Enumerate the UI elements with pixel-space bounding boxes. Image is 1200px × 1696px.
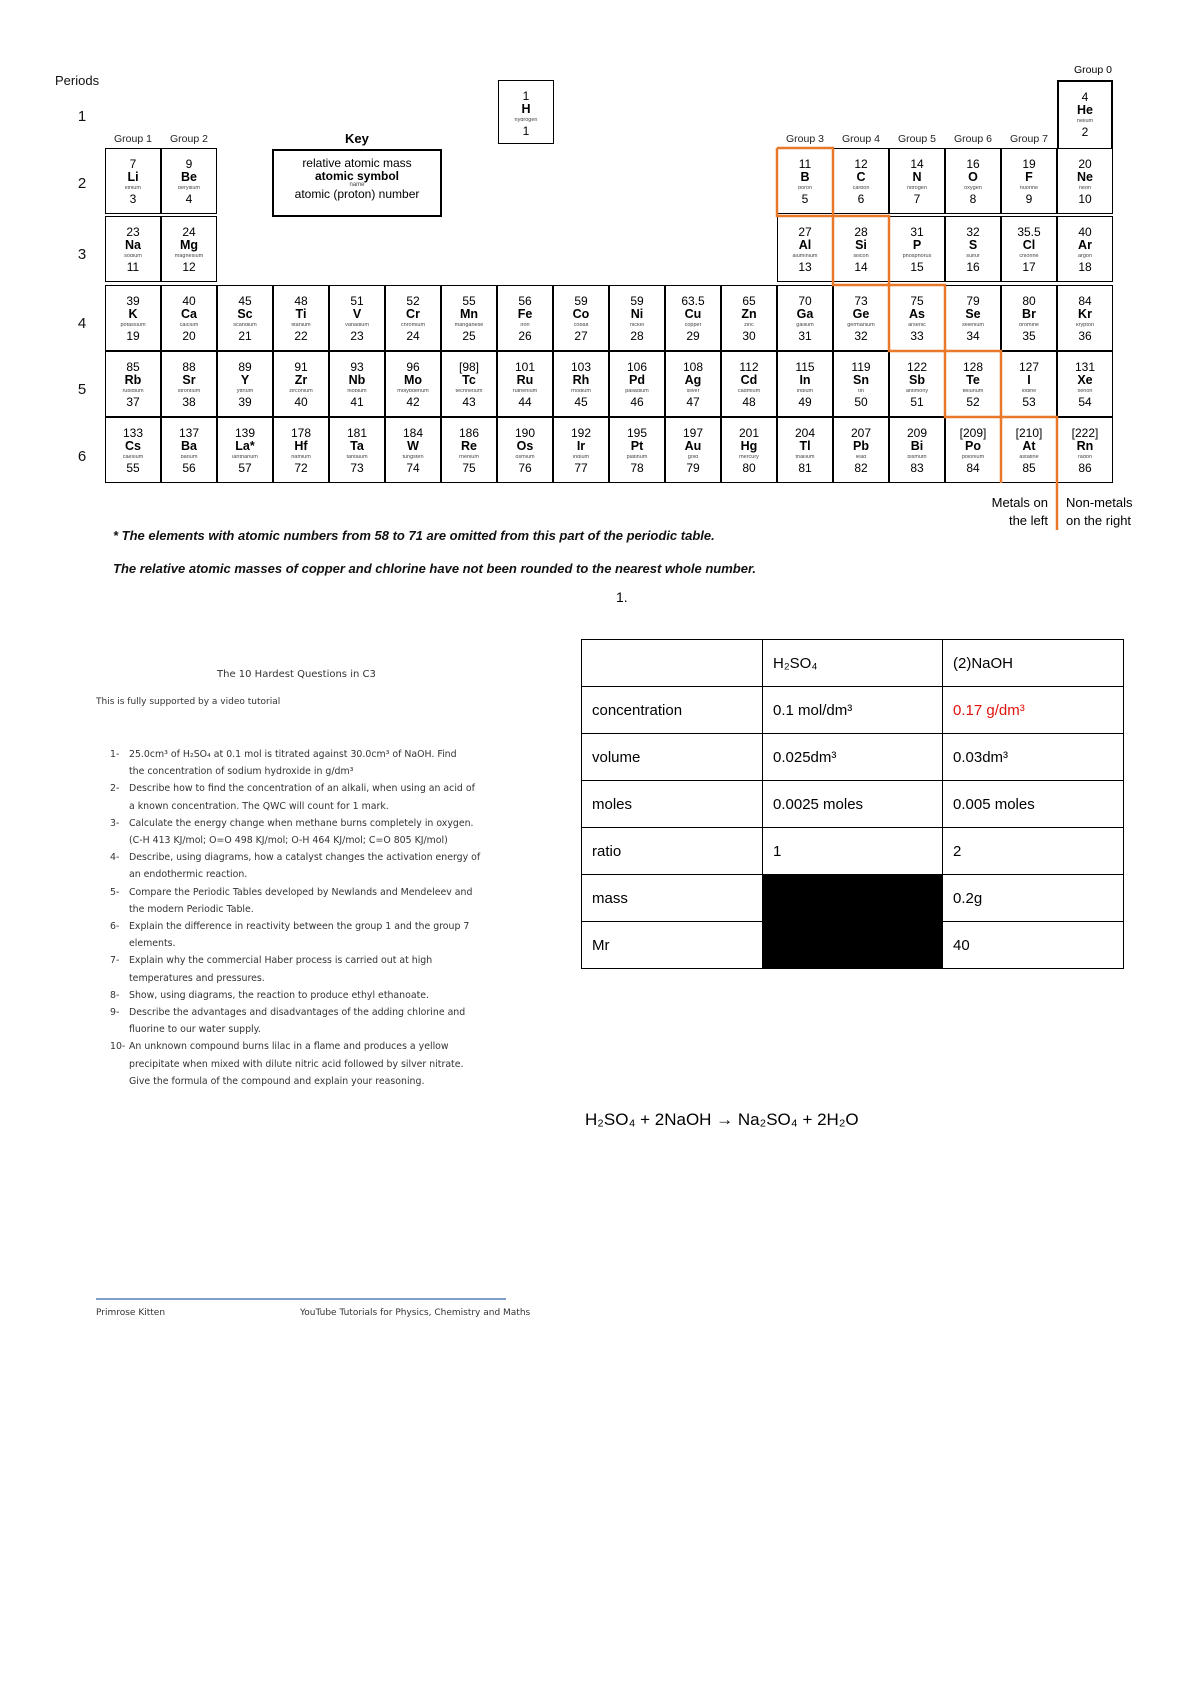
table-header-base: (2)NaOH — [943, 640, 1124, 687]
element-cell: 35.5 Cl chlorine 17 — [1001, 216, 1057, 282]
footnote-rounding: The relative atomic masses of copper and chlorine have not been rounded to the nearest whole number. — [113, 561, 756, 576]
footer-author: Primrose Kitten — [96, 1308, 166, 1318]
element-cell: 197 Au gold 79 — [665, 417, 721, 483]
element-cell: 91 Zr zirconium 40 — [273, 351, 329, 417]
element-cell: 51 V vanadium 23 — [329, 285, 385, 351]
row-label: concentration — [582, 687, 763, 734]
period-2-number: 2 — [77, 175, 87, 192]
base-value: 2 — [943, 828, 1124, 875]
group-2-header: Group 2 — [170, 133, 208, 145]
element-cell: 11 B boron 5 — [777, 148, 833, 214]
period-3-number: 3 — [77, 246, 87, 263]
element-cell: 89 Y yttrium 39 — [217, 351, 273, 417]
row-label: Mr — [582, 922, 763, 969]
element-cell: 79 Se selenium 34 — [945, 285, 1001, 351]
element-cell: 88 Sr strontium 38 — [161, 351, 217, 417]
element-cell: 93 Nb niobium 41 — [329, 351, 385, 417]
periods-label: Periods — [55, 73, 100, 88]
period-4-number: 4 — [77, 315, 87, 332]
group-5-header: Group 5 — [898, 133, 936, 145]
row-label: ratio — [582, 828, 763, 875]
element-cell: 59 Ni nickel 28 — [609, 285, 665, 351]
element-cell: 4 He helium 2 — [1057, 80, 1113, 148]
period-6-number: 6 — [77, 448, 87, 465]
element-cell: [98] Tc technetium 43 — [441, 351, 497, 417]
base-value: 0.03dm³ — [943, 734, 1124, 781]
element-cell: 137 Ba barium 56 — [161, 417, 217, 483]
element-cell: 96 Mo molybdenum 42 — [385, 351, 441, 417]
element-cell: 9 Be beryllium 4 — [161, 148, 217, 214]
element-cell: 207 Pb lead 82 — [833, 417, 889, 483]
element-cell: 209 Bi bismuth 83 — [889, 417, 945, 483]
element-cell: 184 W tungsten 74 — [385, 417, 441, 483]
element-cell: 127 I iodine 53 — [1001, 351, 1057, 417]
element-cell: 55 Mn manganese 25 — [441, 285, 497, 351]
element-cell: 7 Li lithium 3 — [105, 148, 161, 214]
table-row — [582, 922, 1124, 969]
element-cell: 28 Si silicon 14 — [833, 216, 889, 282]
element-cell: 108 Ag silver 47 — [665, 351, 721, 417]
element-cell: 24 Mg magnesium 12 — [161, 216, 217, 282]
table-row — [582, 734, 1124, 781]
acid-value: 1 — [763, 828, 943, 875]
question-number: 1. — [616, 589, 628, 605]
element-cell: 178 Hf hafnium 72 — [273, 417, 329, 483]
base-value: 40 — [943, 922, 1124, 969]
calculation-table — [581, 639, 1124, 969]
blacked-out-cell — [763, 875, 943, 922]
acid-value: 0.025dm³ — [763, 734, 943, 781]
element-cell: 19 F fluorine 9 — [1001, 148, 1057, 214]
element-cell: 115 In indium 49 — [777, 351, 833, 417]
element-cell: 119 Sn tin 50 — [833, 351, 889, 417]
question-item: 6- Explain the difference in reactivity between the group 1 and the group 7 elements. — [110, 921, 470, 950]
element-cell: 52 Cr chromium 24 — [385, 285, 441, 351]
key-atomic-number: atomic (proton) number — [294, 187, 420, 202]
footer-tagline: YouTube Tutorials for Physics, Chemistry and Maths — [300, 1308, 531, 1318]
row-label: moles — [582, 781, 763, 828]
period-1-number: 1 — [77, 108, 87, 125]
element-cell: 16 O oxygen 8 — [945, 148, 1001, 214]
question-item: 4- Describe, using diagrams, how a catalyst changes the activation energy of an endothermic reaction. — [110, 852, 481, 881]
element-cell: 14 N nitrogen 7 — [889, 148, 945, 214]
footnote-omitted-elements: * The elements with atomic numbers from 58 to 71 are omitted from this part of the periodic table. — [113, 528, 715, 543]
element-cell: 106 Pd palladium 46 — [609, 351, 665, 417]
question-item: 2- Describe how to find the concentration of an alkali, when using an acid of a known concentration. The QWC will count for 1 mark. — [110, 783, 475, 812]
element-cell: 27 Al aluminium 13 — [777, 216, 833, 282]
element-cell: 85 Rb rubidium 37 — [105, 351, 161, 417]
key-name: name — [349, 182, 365, 189]
group-4-header: Group 4 — [842, 133, 880, 145]
question-item: 1- 25.0cm³ of H₂SO₄ at 0.1 mol is titrated against 30.0cm³ of NaOH. Find the concentration of sodium hydroxide in g/dm³ — [110, 749, 457, 778]
element-cell: 80 Br bromine 35 — [1001, 285, 1057, 351]
key-label: Key — [345, 131, 369, 146]
question-item: 5- Compare the Periodic Tables developed by Newlands and Mendeleev and the modern Periodic Table. — [110, 886, 473, 915]
row-label: volume — [582, 734, 763, 781]
element-cell: 192 Ir iridium 77 — [553, 417, 609, 483]
base-value: 0.005 moles — [943, 781, 1124, 828]
table-row — [582, 828, 1124, 875]
group-6-header: Group 6 — [954, 133, 992, 145]
table-header-cell — [582, 640, 763, 687]
question-item: 10- An unknown compound burns lilac in a flame and produces a yellow precipitate when mixed with dilute nitric acid followed by silver nitrate. Give the formula of the compound and explain your reasoning. — [110, 1041, 464, 1087]
element-cell: 70 Ga gallium 31 — [777, 285, 833, 351]
metals-label: Metals on the left — [991, 495, 1048, 528]
question-item: 8- Show, using diagrams, the reaction to produce ethyl ethanoate. — [110, 989, 430, 1001]
element-cell: 133 Cs caesium 55 — [105, 417, 161, 483]
element-cell: 23 Na sodium 11 — [105, 216, 161, 282]
element-cell: 101 Ru ruthenium 44 — [497, 351, 553, 417]
period-5-number: 5 — [77, 381, 87, 398]
base-value: 0.2g — [943, 875, 1124, 922]
questions-list — [110, 746, 520, 1090]
element-cell: 1 H hydrogen 1 — [498, 80, 554, 144]
question-item: 9- Describe the advantages and disadvantages of the adding chlorine and fluorine to our water supply. — [110, 1007, 466, 1036]
acid-value: 0.1 mol/dm³ — [763, 687, 943, 734]
element-cell: 40 Ca calcium 20 — [161, 285, 217, 351]
element-cell: 139 La* lanthanum 57 — [217, 417, 273, 483]
footer-divider — [96, 1298, 506, 1300]
element-cell: 131 Xe xenon 54 — [1057, 351, 1113, 417]
element-cell: 75 As arsenic 33 — [889, 285, 945, 351]
question-item: 3- Calculate the energy change when methane burns completely in oxygen. (C-H 413 KJ/mol; O=O 498 KJ/mol; O-H 464 KJ/mol; C=O 805 KJ/mol) — [110, 817, 474, 847]
element-cell: [209] Po polonium 84 — [945, 417, 1001, 483]
acid-value: 0.0025 moles — [763, 781, 943, 828]
element-cell: 48 Ti titanium 22 — [273, 285, 329, 351]
element-cell: 128 Te tellurium 52 — [945, 351, 1001, 417]
group-7-header: Group 7 — [1010, 133, 1048, 145]
table-row — [582, 781, 1124, 828]
element-cell: 195 Pt platinum 78 — [609, 417, 665, 483]
element-cell: 186 Re rhenium 75 — [441, 417, 497, 483]
element-cell: 201 Hg mercury 80 — [721, 417, 777, 483]
element-cell: 32 S sulfur 16 — [945, 216, 1001, 282]
element-cell: 122 Sb antimony 51 — [889, 351, 945, 417]
element-cell: [222] Rn radon 86 — [1057, 417, 1113, 483]
table-row — [582, 687, 1124, 734]
row-label: mass — [582, 875, 763, 922]
element-cell: [210] At astatine 85 — [1001, 417, 1057, 483]
metal-nonmetal-boundary — [0, 0, 1200, 560]
balanced-equation: H₂SO₄ + 2NaOH → Na₂SO₄ + 2H₂O — [585, 1110, 859, 1129]
group-0-label: Group 0 — [1074, 64, 1112, 76]
element-cell: 59 Co cobalt 27 — [553, 285, 609, 351]
element-cell: 181 Ta tantalum 73 — [329, 417, 385, 483]
sheet-subtitle: This is fully supported by a video tutorial — [96, 697, 281, 707]
table-header-acid: H₂SO₄ — [763, 640, 943, 687]
element-cell: 63.5 Cu copper 29 — [665, 285, 721, 351]
element-cell: 73 Ge germanium 32 — [833, 285, 889, 351]
element-cell: 84 Kr krypton 36 — [1057, 285, 1113, 351]
non-metals-label: Non-metals on the right — [1066, 495, 1133, 528]
element-cell: 190 Os osmium 76 — [497, 417, 553, 483]
element-cell: 204 Tl thallium 81 — [777, 417, 833, 483]
key-relative-atomic-mass: relative atomic mass — [302, 156, 412, 170]
element-cell: 112 Cd cadmium 48 — [721, 351, 777, 417]
question-item: 7- Explain why the commercial Haber process is carried out at high temperatures and pressures. — [110, 955, 433, 984]
group-3-header: Group 3 — [786, 133, 824, 145]
blacked-out-cell — [763, 922, 943, 969]
element-cell: 20 Ne neon 10 — [1057, 148, 1113, 214]
key-atomic-symbol: atomic symbol — [314, 168, 400, 183]
group-1-header: Group 1 — [114, 133, 152, 145]
element-cell: 40 Ar argon 18 — [1057, 216, 1113, 282]
sheet-title: The 10 Hardest Questions in C3 — [217, 669, 376, 680]
base-value-highlighted: 0.17 g/dm³ — [943, 687, 1124, 734]
element-cell: 39 K potassium 19 — [105, 285, 161, 351]
element-cell: 45 Sc scandium 21 — [217, 285, 273, 351]
element-cell: 103 Rh rhodium 45 — [553, 351, 609, 417]
element-cell: 31 P phosphorus 15 — [889, 216, 945, 282]
element-cell: 56 Fe iron 26 — [497, 285, 553, 351]
table-row — [582, 875, 1124, 922]
element-cell: 12 C carbon 6 — [833, 148, 889, 214]
element-cell: 65 Zn zinc 30 — [721, 285, 777, 351]
table-header-row — [582, 640, 1124, 687]
